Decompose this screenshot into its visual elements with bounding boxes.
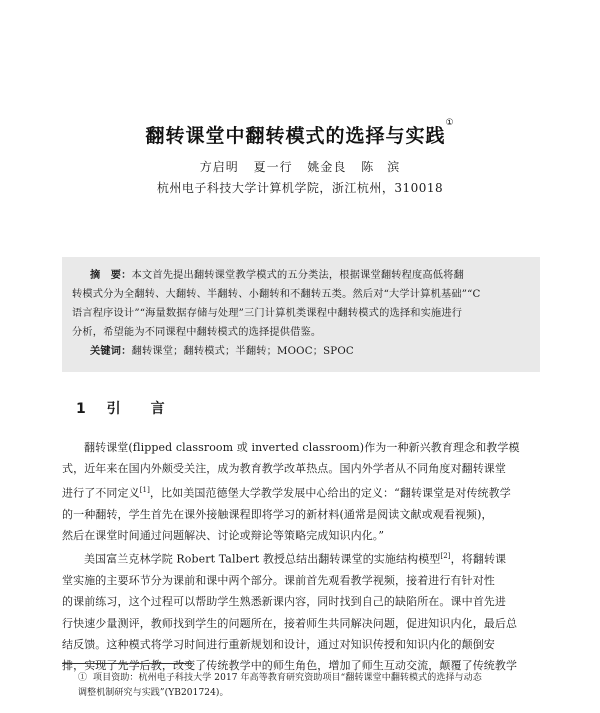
footnote-divider (62, 663, 192, 664)
footnote-line: 调整机制研究与实践”(YB201724)。 (78, 688, 229, 698)
title-text: 翻转课堂中翻转模式的选择与实践 (145, 125, 446, 147)
body-line: 然后在课堂时间通过问题解决、讨论或辩论等策略完成知识内化。” (62, 528, 385, 542)
footnote (78, 671, 548, 701)
body-line (62, 480, 540, 504)
section-number: 1 (76, 401, 94, 417)
author: 方启明 (199, 160, 239, 174)
title-footnote-mark: ① (445, 118, 455, 128)
author: 姚金良 (307, 160, 347, 174)
section-title: 引 言 (106, 401, 173, 417)
footnote-text: 项目资助：杭州电子科技大学 2017 年高等教育研究资助项目“翻转课堂中翻转模式的选择与动态 (93, 673, 482, 683)
abstract-line: 分析，希望能为不同课程中翻转模式的选择提供借鉴。 (72, 327, 322, 338)
abstract-line (72, 266, 530, 285)
abstract-line: 转模式分为全翻转、大翻转、半翻转、小翻转和不翻转五类。然后对“大学计算机基础”“C (72, 289, 481, 300)
body-line: 排，实现了先学后教，改变了传统教学中的师生角色，增加了师生互动交流，颠覆了传统教学 (62, 659, 518, 673)
affiliation: 杭州电子科技大学计算机学院，浙江杭州，310018 (156, 181, 444, 195)
body-fragment: ，将翻转课 (450, 552, 507, 566)
abstract-line: 语言程序设计”“海量数据存储与处理”三门计算机类课程中翻转模式的选择和实施进行 (72, 308, 463, 319)
citation[interactable]: [1] (139, 485, 150, 494)
abstract-box (62, 257, 540, 372)
footnote-mark: ① (78, 673, 88, 683)
body-line (62, 546, 540, 570)
body-fragment: ，比如美国范德堡大学教学发展中心给出的定义：“翻转课堂是对传统教学 (149, 486, 511, 500)
author: 陈 滨 (361, 160, 401, 174)
body-fragment: 美国富兰克林学院 Robert Talbert 教授总结出翻转课堂的实施结构模型 (84, 552, 441, 566)
section-heading (76, 398, 173, 418)
keywords-label: 关键词： (90, 346, 132, 357)
keywords-line (72, 342, 530, 361)
keywords-text: 翻转课堂；翻转模式；半翻转；MOOC；SPOC (131, 346, 354, 357)
body-line: 结反馈。这种模式将学习时间进行重新规划和设计，通过对知识传授和知识内化的颠倒安 (62, 637, 495, 651)
body-line: 翻转课堂(flipped classroom 或 inverted classroom)作为一种新兴教育理念和教学模 (84, 441, 520, 454)
author-list (0, 158, 600, 175)
body-fragment: 进行了不同定义 (62, 486, 140, 500)
abstract-label: 摘 要： (90, 270, 132, 281)
body-text (62, 437, 540, 677)
citation[interactable]: [2] (440, 552, 451, 561)
body-line: 式，近年来在国内外颇受关注，成为教育教学改革热点。国内外学者从不同角度对翻转课堂 (62, 462, 506, 476)
author: 夏一行 (253, 160, 293, 174)
footnote-line (78, 671, 548, 686)
body-line: 行快速少量测评，教师找到学生的问题所在，接着师生共同解决问题，促进知识内化，最后总 (62, 616, 518, 630)
body-line: 的课前练习，这个过程可以帮助学生熟悉新课内容，同时找到自己的缺陷所在。课中首先进 (62, 595, 506, 609)
abstract-text: 本文首先提出翻转课堂教学模式的五分类法，根据课堂翻转程度高低将翻 (131, 270, 464, 281)
body-line: 堂实施的主要环节分为课前和课中两个部分。课前首先观看教学视频，接着进行有针对性 (62, 574, 495, 588)
body-line: 的一种翻转，学生首先在课外接触课程即将学习的新材料(通常是阅读文献或观看视频)， (62, 507, 493, 521)
paper-title (0, 118, 600, 148)
